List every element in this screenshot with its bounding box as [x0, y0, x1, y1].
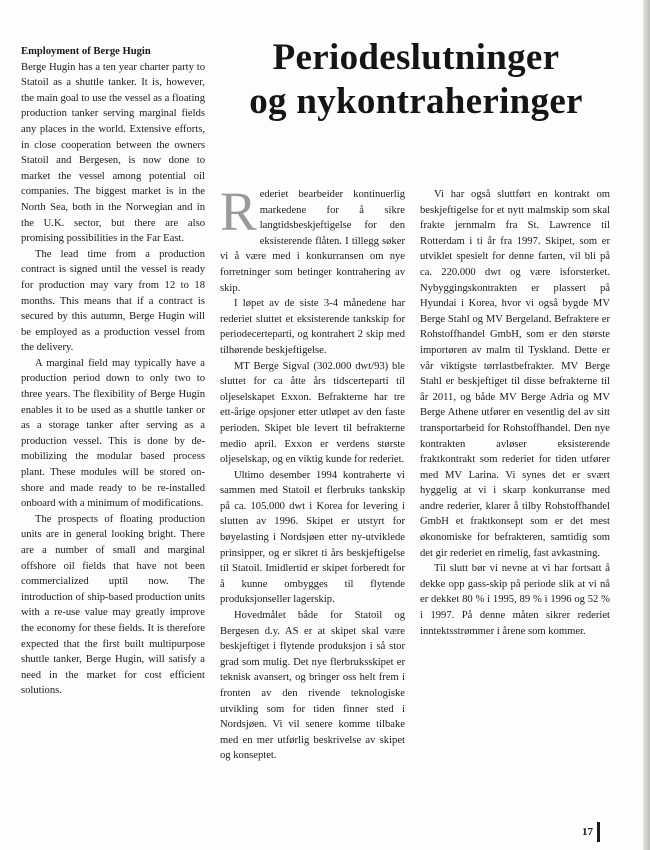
drop-cap: R [220, 181, 257, 242]
page-number: 17 [582, 826, 593, 838]
body-paragraph: MT Berge Sigval (302.000 dwt/93) ble sluttet for ca åtte års tidscerteparti til oljeselskapet Exxon. Befrakterne har tre ett-årige opsjoner etter utløpet av den faste perioden. Skipet ble levert til befrakterne medio april. Exxon er verdens største oljeselskap, og en viktig kunde for rederiet. [220, 360, 405, 466]
body-paragraph: Hovedmålet både for Statoil og Bergesen d.y. AS er at skipet skal være beskjeftiget i flytende produksjon i så stor grad som mulig. Det nye flerbruksskipet er teknisk avansert, og bringer oss helt frem i fronten av den rivende teknologiske utvikling som for tiden finner sted i Nordsjøen. Vi vil senere komme tilbake med en mer utførlig beskrivelse av skipet og konseptet. [220, 610, 405, 762]
lead-paragraph [220, 181, 405, 296]
english-summary-column [21, 44, 205, 699]
body-paragraph: Ultimo desember 1994 kontraherte vi sammen med Statoil et flerbruks tankskip på ca. 105.000 dwt i Korea for levering i slutten av 1996. Skipet er utstyrt for bøyelasting i Nordsjøen etter ny-utviklede prinsipper, og er sikret ti års beskjeftigelse til Statoil. Imidlertid er skipet forberedt for å kunne ombygges til flytende produksjonseller lagerskip. [220, 469, 405, 606]
page-number-bar [597, 822, 600, 842]
body-paragraph: The lead time from a production contract is signed until the vessel is ready for production may vary from 12 to 18 months. This means that if a contract is secured by this autumn, Berge Hugin will be employed as a production vessel from the delivery. [21, 248, 205, 354]
body-paragraph: A marginal field may typically have a production period down to only two to three years. The flexibility of Berge Hugin enables it to be used as a shuttle tanker or as a storage tanker after serving as a production vessel. This is done by de-mobilizing the modular based process plant. These modules will be stored on-shore and made ready to be re-installed onboard with a minimum of modifications. [21, 357, 205, 510]
body-paragraph: Til slutt bør vi nevne at vi har fortsatt å dekke opp gass-skip på periode slik at vi nå er dekket 80 % i 1995, 89 % i 1996 og 52 % i 1997. På denne måten sikrer rederiet inntektsstrømmer i årene som kommer. [420, 563, 610, 637]
page-edge-shadow [643, 0, 650, 850]
title-line-1: Periodeslutninger [272, 37, 560, 78]
body-paragraph: I løpet av de siste 3-4 månedene har rederiet sluttet et eksisterende tankskip for periodecerteparti, og kontrahert 2 skip med tilhørende beskjeftigelse. [220, 298, 405, 356]
article-title [216, 36, 616, 124]
body-paragraph: Berge Hugin has a ten year charter party to Statoil as a shuttle tanker. It is, however, the main goal to use the vessel as a floating production tanker serving marginal fields any places in the world. Extensive efforts, in close cooperation between the owners Statoil and Bergesen, is now done to market the vessel among potential oil companies. The biggest market is in the North Sea, both in the Norwegian and in the U.K. sector, but there are also promising possibilities in the Far East. [21, 61, 205, 245]
body-paragraph: The prospects of floating production units are in general looking bright. There are a number of small and marginal offshore oil fields that have not been commercialized uptil now. The introduction of ship-based production units with a re-use value may greatly improve the economy for these fields. It is therefore expected that the first built multipurpose shuttle tanker, Berge Hugin, will satisfy a need in the market for cost efficient solutions. [21, 513, 205, 697]
title-line-2: og nykontraheringer [249, 81, 583, 122]
article-column-2 [420, 187, 610, 639]
body-paragraph: Vi har også sluttført en kontrakt om beskjeftigelse for et nytt malmskip som skal frakte jernmalm fra St. Lawrence til Rotterdam i ti år fra 1997. Skipet, som er utviklet spesielt for denne farten, vil bli på ca. 220.000 dwt og være isforsterket. Nybyggingskontrakten er plassert på Hyundai i Korea, hvor vi også bygde MV Berge Stahl og MV Bergeland. Befraktere er Rohstoffhandel GmbH, som er den største importøren av malm til Tyskland. Dette er vår viktigste tørrlastbefrakter. MV Berge Stahl er beskjeftiget til disse befrakterne til år 2011, og både MV Berge Adria og MV Berge Athene utfører en vesentlig del av sitt transportarbeid for Rohstoffhandel. Den nye kontrakten avløser eksisterende fraktkontrakt som rederiet for tiden utfører med MV Larina. Vi synes det er svært hyggelig at vi i skarp konkurranse med andre rederier, klarer å tilby Rohstoffhandel GmbH et fraktkonsept som er det mest økonomiske for befrakteren, samtidig som det gir rederiet en rimelig, fast avkastning. [420, 189, 610, 559]
section-heading: Employment of Berge Hugin [21, 46, 151, 57]
article-column-1 [220, 181, 405, 764]
lead-paragraph-text: ederiet bearbeider kontinuerlig markedene for å sikre langtidsbeskjeftigelse for den eksisterende flåten. I tillegg søker vi å være med i konkurransen om nye forretninger som betinger kontrahering av skip. [220, 189, 405, 294]
